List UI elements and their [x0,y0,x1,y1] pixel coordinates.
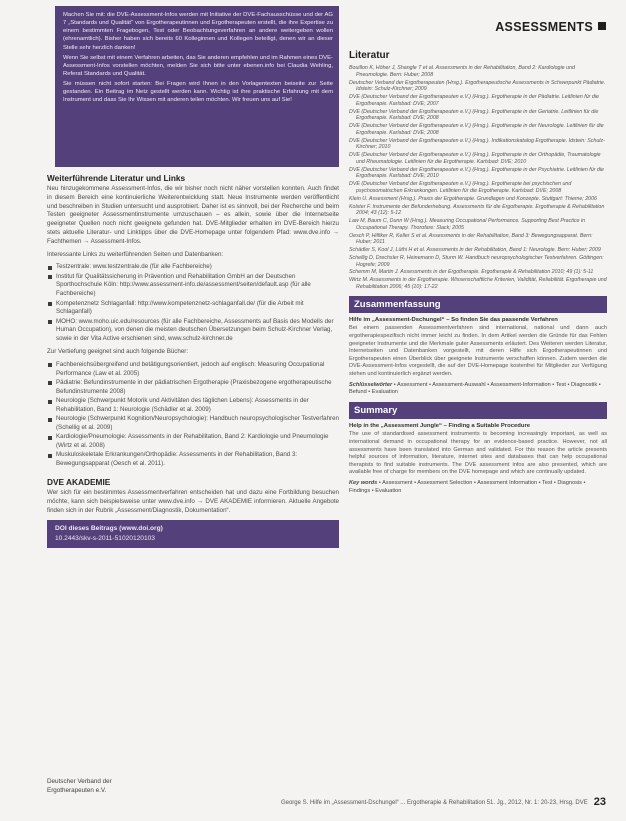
footer-publisher [47,778,112,795]
reference-item: DVE (Deutscher Verband der Ergotherapeuten e.V.) (Hrsg.). Ergotherapie bei psychischen und psychosomatischen Erkrankungen. Leitlinien für die Ergotherapie. Karlsbad: DVE; 2008 [349,181,572,195]
summary-en-keywords-label: Key words [349,479,378,486]
reference-item: Oesch P, Hilfiker R, Keller S et al. Assessments in der Rehabilitation, Band 3: Bewegungsapparat. Bern: Huber; 2011 [349,232,593,246]
summary-en-keywords-text: Assessment • Assessment Selection • Assessment Information • Test • Diagnosis • Findings • Evaluation [349,479,586,494]
summary-en-keywords: Key words • Assessment • Assessment Selection • Assessment Information • Test • Diagnosis • Findings • Evaluation [349,479,586,494]
reference-item: Schädler S, Kool J, Lüthi H et al. Assessments in der Rehabilitation, Band 1: Neurologie. Bern: Huber; 2009 [349,247,601,254]
link-item[interactable]: Institut für Qualitätssicherung in Prävention und Rehabilitation GmbH an der Deutschen Sporthochschule Köln: http://www.assessment-info.de/assessment/seiten/default.asp (für alle Fachbereiche) [47,273,339,299]
info-paragraph-2: Wenn Sie selbst mit einem Verfahren arbeiten, das Sie anderen empfehlen und im Rahmen eines DVE-Assessment-Infos vorstellen möchten, melden Sie sich bitte unter ebenen.info bei Claudia Wehling, Referat Standards und Qualität. [63,54,333,77]
right-column [349,6,607,497]
reference-item: DVE (Deutscher Verband der Ergotherapeuten e.V.) (Hrsg.). Ergotherapie in der Psychiatrie. Leitlinien für die Ergotherapie. Karlsbad: DVE; 2010 [349,166,604,180]
link-item[interactable]: Testzentrale: www.testzentrale.de (für alle Fachbereiche) [47,263,339,272]
further-reading-heading: Weiterführende Literatur und Links [47,173,186,183]
summary-en-heading: Summary [349,402,607,419]
further-paragraph-1: Neu hinzugekommene Assessment-Infos, die wir bisher noch nicht näher vorstellen konnten. Auch findet in diesem Bereich eine kontinuierliche Weiterentwicklung statt. Neue Instrumente werden veröffentlicht und beschreiben in Studien untersucht und ausprobiert. Daher ist es sinnvoll, bei der Recherche und beim Testen geeigneter Assessmentinstrumente umzuschauen – es allein, sowie über die Internetseite geeigneter Quellen noch nicht geeignete gefunden hat. DVE-Mitglieder erhalten im DVE-Bereich hierzu stets aktuelle Literatur- und Linktipps über die DVE-Homepage unter folgendem Pfad: www.dve.info → Fachthemen → Assessment-Infos. [47,185,339,245]
doi-title: DOI dieses Beitrags (www.doi.org) [55,525,163,533]
page-number: 23 [593,796,606,808]
link-item[interactable]: Kompetenznetz Schlaganfall: http://www.kompetenznetz-schlaganfall.de/ (für die Arbeit mit Schlaganfall) [47,300,339,318]
book-item: Neurologie (Schwerpunkt Kognition/Neuropsychologie): Handbuch neuropsychologischer Testverfahren (Schellig et al. 2009) [47,415,339,433]
summary-de-keywords: Schlüsselwörter • Assessment • Assessment-Auswahl • Assessment-Information • Test • Diagnostik • Befund • Evaluation [349,381,601,396]
reference-item: Wirtz M. Assessments in der Ergotherapie. Wissenschaftliche Kriterien, Validität, Reliabilität. Ergotherapie und Rehabilitation 2006; 45 (10): 17-22 [349,277,607,290]
footer-citation [281,796,606,808]
left-column [47,6,339,548]
reference-item: Schellig D, Drechsler R, Heinemann D, Sturm W. Handbuch neuropsychologischer Testverfahren. Göttingen: Hogrefe; 2009 [349,254,604,268]
reference-item: DVE (Deutscher Verband der Ergotherapeuten e.V.) (Hrsg.). Ergotherapie in der Pädiatrie. Leitlinien für die Ergotherapie. Karlsbad: DVE; 2007 [349,94,599,107]
further-paragraph-2: Interessante Links zu weiterführenden Seiten und Datenbanken: [47,250,224,258]
footer-publisher-line2: Ergotherapeuten e.V. [47,786,107,794]
reference-item: Kolster F. Instrumente der Befunderhebung. Assessments für die Ergotherapie. Ergotherapie & Rehabilitation 2004; 43 (12): 5-12 [349,203,605,217]
akademie-text: Wer sich für ein bestimmtes Assessmentverfahren entscheiden hat und dazu eine Fortbildung besuchen möchte, kann sich beispielsweise unter www.dve.info → DVE AKADEMIE informieren. Aktuelle Angebote finden sich in der Rubrik „Assessment/Diagnostik, Dokumentation“. [47,488,339,514]
book-item: Muskuloskeletale Erkrankungen/Orthopädie: Assessments in der Rehabilitation, Band 3: Bewegungsapparat (Oesch et al. 2011). [47,451,339,469]
book-item: Pädiatrie: Befundinstrumente in der pädiatrischen Ergotherapie (Praxisbezogene ergotherapeutische Befundinstrumente 2008) [47,379,339,397]
reference-item: Schemm M, Martin J. Assessments in der Ergotherapie. Ergotherapie & Rehabilitation 2010; 49 (1): 5-11 [349,269,594,276]
summary-en-text: The use of standardised assessment instruments is becoming increasingly important, as well as international demand in occupational therapy for an evidence-based practice. However, not all assessments have been translated into German and validated. For this reason the article presents helpful sources of information, literature, internet sites and databases that can help occupational therapists to find suitable instruments. The DVE assessment infos are also presented, which are available free of charge for members on the DVE homepage and which are continually updated. [349,431,607,476]
summary-de-lead: Hilfe im „Assessment-Dschungel“ – So finden Sie das passende Verfahren [349,316,558,323]
reference-item: Bouillon K, Höher J, Shangle T et al. Assessments in der Rehabilitation, Band 2: Kardiologie und Pneumologie. Bern: Huber; 2008 [349,65,575,78]
reference-item: Klein U. Assessment (Hrsg.). Praxis der Ergotherapie. Grundlagen und Konzepte. Stuttgart: Thieme; 2006 [349,195,597,202]
footer-citation-text: George S. Hilfe im „Assessment-Dschungel“ ... Ergotherapie & Rehabilitation 51. Jg., 2012, Nr. 1: 20-23, Hrsg. DVE [280,800,588,806]
akademie-heading: DVE AKADEMIE [47,476,111,487]
literature-heading: Literatur [349,50,390,61]
link-item[interactable]: MOHO: www.moho.uic.edu/resources (für alle Fachbereiche, Assessments auf Basis des Modells der Human Occupation), von denen die meisten deutschen Übersetzungen beim Schulz-Kirchner Verlag, sowie in der Vita Active erschienen sind, www.schulz-kirchner.de [47,318,339,344]
doi-box [47,520,339,548]
info-box [55,6,339,167]
book-item: Neurologie (Schwerpunkt Motorik und Aktivitäten des täglichen Lebens): Assessments in der Rehabilitation, Band 1: Neurologie (Schädler et al. 2009) [47,397,339,415]
info-paragraph-1: Machen Sie mit: die DVE-Assessment-Infos werden mit Initiative der DVE-Fachausschüsse und der AG 7 „Standards und Qualität“ von Ergotherapeutinnen und Ergotherapeuten erstellt, die ihre Expertise zu einem bestimmten Fragebogen, Test oder Beobachtungsverfahren an andere weitergeben wollen (ehrenamtlich). Bisher haben sich bereits 60 Kolleginnen und Kollegen beteiligt, denen wir an dieser Stelle sehr herzlich danken! [63,12,333,51]
summary-de-text: Bei einem passenden Assessmentverfahren sind international, national und dann auch ergotherapiespezifisch nicht immer leicht zu finden. In dem Artikel werden die Gründe für das Fehlen geeigneter Instrumente und die Merkmale guter Assessments erläutert. Des Weiteren werden Literatur, Internetseiten und Datenbanken vorgestellt, mit deren Hilfe sich Ergotherapeutinnen und Ergotherapeuten einen Überblick über geeignete Instrumente verschaffen können. Zudem werden die DVE-Assessment-Infos vorgestellt, die auf der DVE-Homepage kostenfrei für Mitglieder zur Verfügung stehen und kontinuierlich ergänzt werden. [349,325,607,377]
summary-en-lead: Help in the „Assessment Jungle“ – Finding a Suitable Procedure [349,422,531,429]
doi-value[interactable]: 10.2443/skv-s-2011-51020120103 [55,535,155,543]
reference-item: Law M, Baum C, Dunn W (Hrsg.). Measuring Occupational Performance. Supporting Best Practice in Occupational Therapy. Thorofare: Slack; 2005 [349,218,586,231]
book-list [47,361,339,469]
reference-item: DVE (Deutscher Verband der Ergotherapeuten e.V.) (Hrsg.). Indikationskatalog Ergotherapie. Idstein: Schulz-Kirchner; 2010 [349,137,605,151]
book-item: Kardiologie/Pneumologie: Assessments in der Rehabilitation, Band 2: Kardiologie und Pneumologie (Wirtz et al. 2008) [47,433,339,451]
summary-de-keywords-text: Assessment • Assessment-Auswahl • Assessment-Information • Test • Diagnostik • Befund • Evaluation [349,381,601,396]
book-item: Fachbereichsübergreifend und betätigungsorientiert, jedoch auf englisch: Measuring Occupational Performance (Law et al. 2005) [47,361,339,379]
reference-item: DVE (Deutscher Verband der Ergotherapeuten e.V.) (Hrsg.). Ergotherapie in der Orthopädie, Traumatologie und Rheumatologie. Leitlinien für die Ergotherapie. Karlsbad: DVE; 2010 [349,152,601,165]
link-list [47,263,339,344]
summary-de-heading: Zusammenfassung [349,296,607,313]
reference-item: DVE (Deutscher Verband der Ergotherapeuten e.V.) (Hrsg.). Ergotherapie in der Neurologie. Leitlinien für die Ergotherapie. Karlsbad: DVE; 2008 [349,123,604,136]
reference-item: DVE (Deutscher Verband der Ergotherapeuten e.V.) (Hrsg.). Ergotherapie in der Geriatrie. Leitlinien für die Ergotherapie. Karlsbad: DVE; 2008 [349,108,599,122]
reference-list [349,65,607,291]
books-intro: Zur Vertiefung geeignet sind auch folgende Bücher: [47,348,189,356]
section-header-text: ASSESSMENTS [495,20,593,34]
info-paragraph-3: Sie müssen nicht sofort starten: Bei Fragen wird Ihnen in den Vorlagentexten beiseite zur Seite gestanden. Ein Beitrag im Netz gestellt werden kann. Wichtig ist ihre praktische Erfahrung mit dem Instrument und dass Sie Ihr Wissen mit anderen teilen möchten. Wir freuen uns auf Sie! [63,81,333,104]
footer-publisher-line1: Deutscher Verband der [47,778,112,785]
reference-item: Deutscher Verband der Ergotherapeuten (Hrsg.). Ergotherapeutische Assessments in Schwerpunkt Pädiatrie. Idstein: Schulz-Kirchner; 2009 [349,79,606,93]
summary-de-keywords-label: Schlüsselwörter [349,381,393,388]
